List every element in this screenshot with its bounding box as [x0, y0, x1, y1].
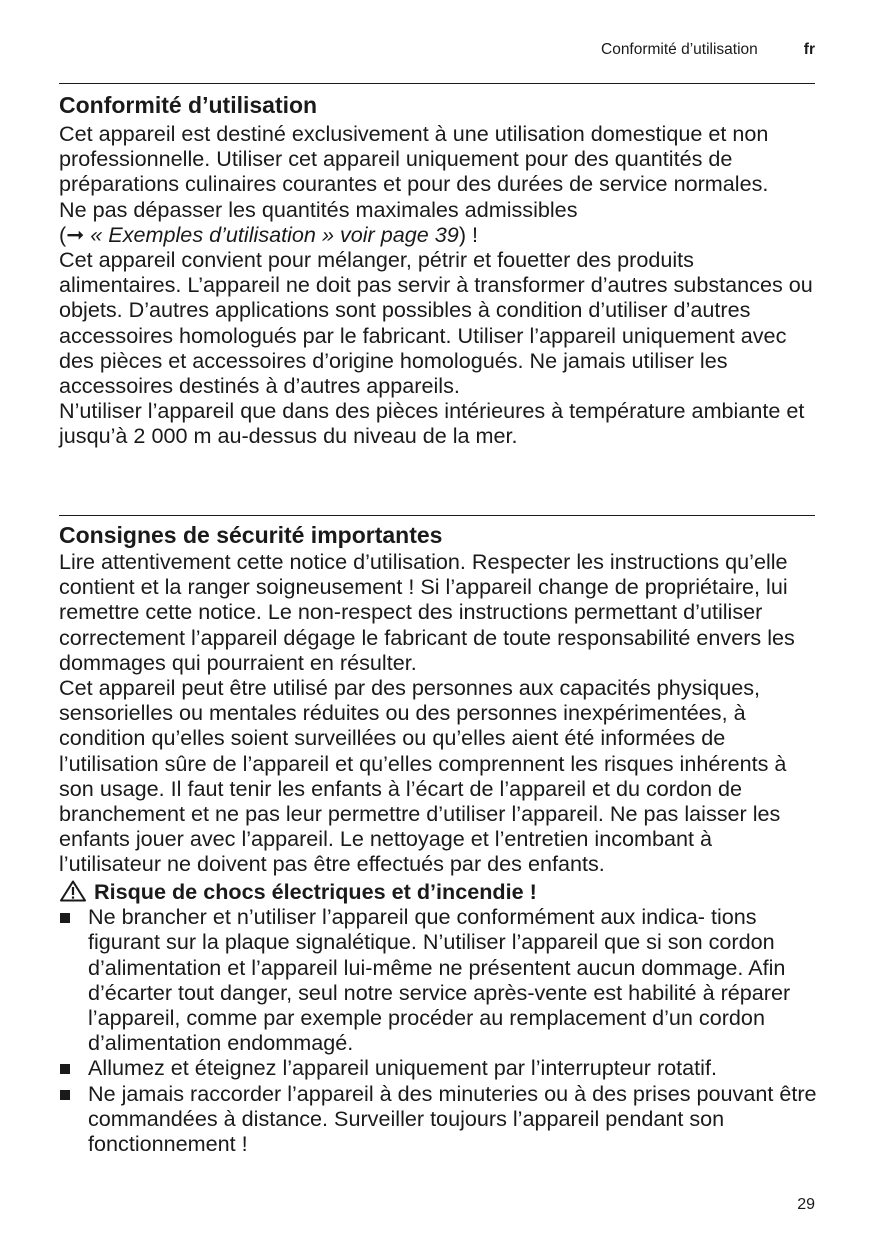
running-header	[601, 41, 815, 61]
section-title: Consignes de sécurité importantes	[59, 522, 443, 548]
warning-triangle-icon	[60, 880, 86, 902]
warning-heading	[59, 879, 819, 905]
list-item-text: Ne jamais raccorder l’appareil à des minuteries ou à des prises pouvant être commandées à distance. Surveiller toujours l’appareil pendant son fonctionnement !	[88, 1080, 817, 1156]
square-bullet-icon	[60, 1090, 70, 1100]
paragraph: Cet appareil peut être utilisé par des personnes aux capacités physiques, sensorielles ou mentales réduites ou des personnes inexpérimentées, à condition qu’elles soient surveillées ou qu’elles aient été informées de l’utilisation sûre de l’appareil et qu’elles comprennent les risques inhérents à son usage. Il faut tenir les enfants à l’écart de l’appareil et du cordon de branchement et ne pas leur permettre d’utiliser l’appareil. Ne pas laisser les enfants jouer avec l’appareil. Le nettoyage et l’entretien incombant à l’utilisateur ne doivent pas être effectués par des enfants.	[59, 675, 787, 877]
running-header-title: Conformité d’utilisation	[601, 41, 758, 58]
square-bullet-icon	[60, 913, 70, 923]
ref-close: ) !	[458, 221, 479, 247]
list-item	[59, 904, 819, 1055]
warning-title: Risque de chocs électriques et d’incendie !	[94, 878, 537, 904]
square-bullet-icon	[60, 1064, 70, 1074]
paragraph: Cet appareil convient pour mélanger, pétrir et fouetter des produits alimentaires. L’appareil ne doit pas servir à transformer d’autres substances ou objets. D’autres applications sont possibles à condition d’utiliser d’autres accessoires homologués par le fabricant. Utiliser l’appareil uniquement avec des pièces et accessoires d’origine homologués. Ne jamais utiliser les accessoires destinés à d’autres appareils.	[59, 247, 813, 399]
section-intended-use	[59, 91, 819, 449]
safety-bullet-list	[59, 904, 819, 1156]
page-number: 29	[797, 1196, 815, 1213]
paragraph: Ne pas dépasser les quantités maximales admissibles	[59, 196, 578, 222]
document-page	[59, 0, 815, 1241]
section-divider	[59, 83, 815, 84]
paragraph: Lire attentivement cette notice d’utilisation. Respecter les instructions qu’elle contient et la ranger soigneusement ! Si l’appareil change de propriétaire, lui remettre cette notice. Le non-respect des instructions permettant d’utiliser correctement l’appareil dégage le fabricant de toute responsabilité envers les dommages qui pourraient en résulter.	[59, 549, 795, 675]
section-title: Conformité d’utilisation	[59, 92, 318, 118]
section-divider	[59, 515, 815, 516]
list-item	[59, 1081, 819, 1157]
list-item-text: Ne brancher et n’utiliser l’appareil que conformément aux indica- tions figurant sur la plaque signalétique. N’utiliser l’appareil que si son cordon d’alimentation et l’appareil lui-même ne présentent aucun dommage. Afin d’écarter tout danger, seul notre service après-vente est habilité à réparer l’appareil, comme par exemple procéder au remplacement d’un cordon d’alimentation endommagé.	[88, 904, 791, 1056]
cross-reference-link[interactable]: « Exemples d’utilisation » voir page 39	[84, 221, 459, 247]
list-item-text: Allumez et éteignez l’appareil uniquement par l’interrupteur rotatif.	[88, 1055, 717, 1081]
paragraph: Cet appareil est destiné exclusivement à une utilisation domestique et non professionnelle. Utiliser cet appareil uniquement pour des quantités de préparations culinaires courantes et pour des durées de service normales.	[59, 121, 769, 197]
cross-reference-line	[59, 222, 819, 247]
ref-open: (	[59, 221, 67, 247]
list-item	[59, 1055, 819, 1080]
paragraph: N’utiliser l’appareil que dans des pièces intérieures à température ambiante et jusqu’à 2 000 m au-dessus du niveau de la mer.	[59, 398, 805, 449]
arrow-right-icon: ➞	[66, 221, 85, 247]
language-code: fr	[803, 41, 815, 58]
section-safety	[59, 521, 819, 1156]
